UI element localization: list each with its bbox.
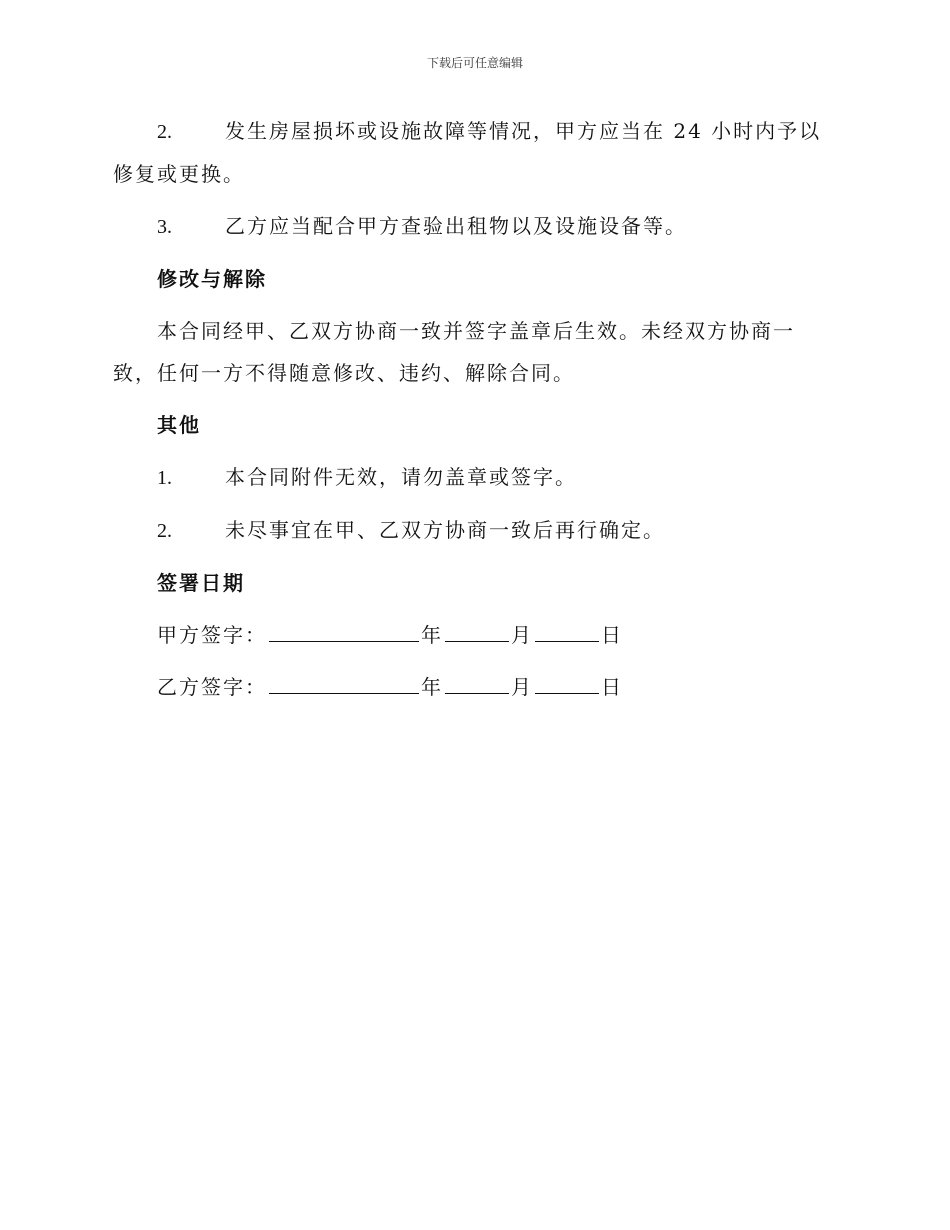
item-number: 1. <box>157 467 172 489</box>
item-text: 发生房屋损坏或设施故障等情况，甲方应当在 24 小时内予以修复或更换。 <box>113 119 822 186</box>
repair-item-2 <box>113 110 825 195</box>
year-label: 年 <box>421 623 443 647</box>
other-item-2 <box>113 509 825 552</box>
month-label: 月 <box>511 623 533 647</box>
item-text: 乙方应当配合甲方查验出租物以及设施设备等。 <box>225 214 687 238</box>
page-header: 下载后可任意编辑 <box>426 56 523 70</box>
party-a-signature-line <box>113 614 825 656</box>
party-b-day-blank[interactable] <box>535 667 599 694</box>
modify-paragraph: 本合同经甲、乙双方协商一致并签字盖章后生效。未经双方协商一致，任何一方不得随意修改、违约、解除合同。 <box>113 319 795 385</box>
party-b-signature-line <box>113 666 825 708</box>
item-number: 2. <box>157 520 172 542</box>
year-label: 年 <box>421 675 443 699</box>
day-label: 日 <box>601 623 623 647</box>
party-a-month-blank[interactable] <box>445 615 509 642</box>
party-b-signature-blank[interactable] <box>269 667 419 694</box>
party-a-signature-blank[interactable] <box>269 615 419 642</box>
item-text: 未尽事宜在甲、乙双方协商一致后再行确定。 <box>225 518 665 542</box>
item-text: 本合同附件无效，请勿盖章或签字。 <box>225 465 577 489</box>
party-b-month-blank[interactable] <box>445 667 509 694</box>
item-number: 2. <box>157 121 172 143</box>
section-heading-sign: 签署日期 <box>157 571 245 595</box>
party-b-label: 乙方签字： <box>157 675 267 699</box>
month-label: 月 <box>511 675 533 699</box>
other-item-1 <box>113 456 825 499</box>
item-number: 3. <box>157 216 172 238</box>
document-body <box>113 110 825 718</box>
party-a-day-blank[interactable] <box>535 615 599 642</box>
repair-item-3 <box>113 205 825 248</box>
section-heading-other: 其他 <box>157 413 201 437</box>
party-a-label: 甲方签字： <box>157 623 267 647</box>
section-heading-modify: 修改与解除 <box>157 267 267 291</box>
day-label: 日 <box>601 675 623 699</box>
